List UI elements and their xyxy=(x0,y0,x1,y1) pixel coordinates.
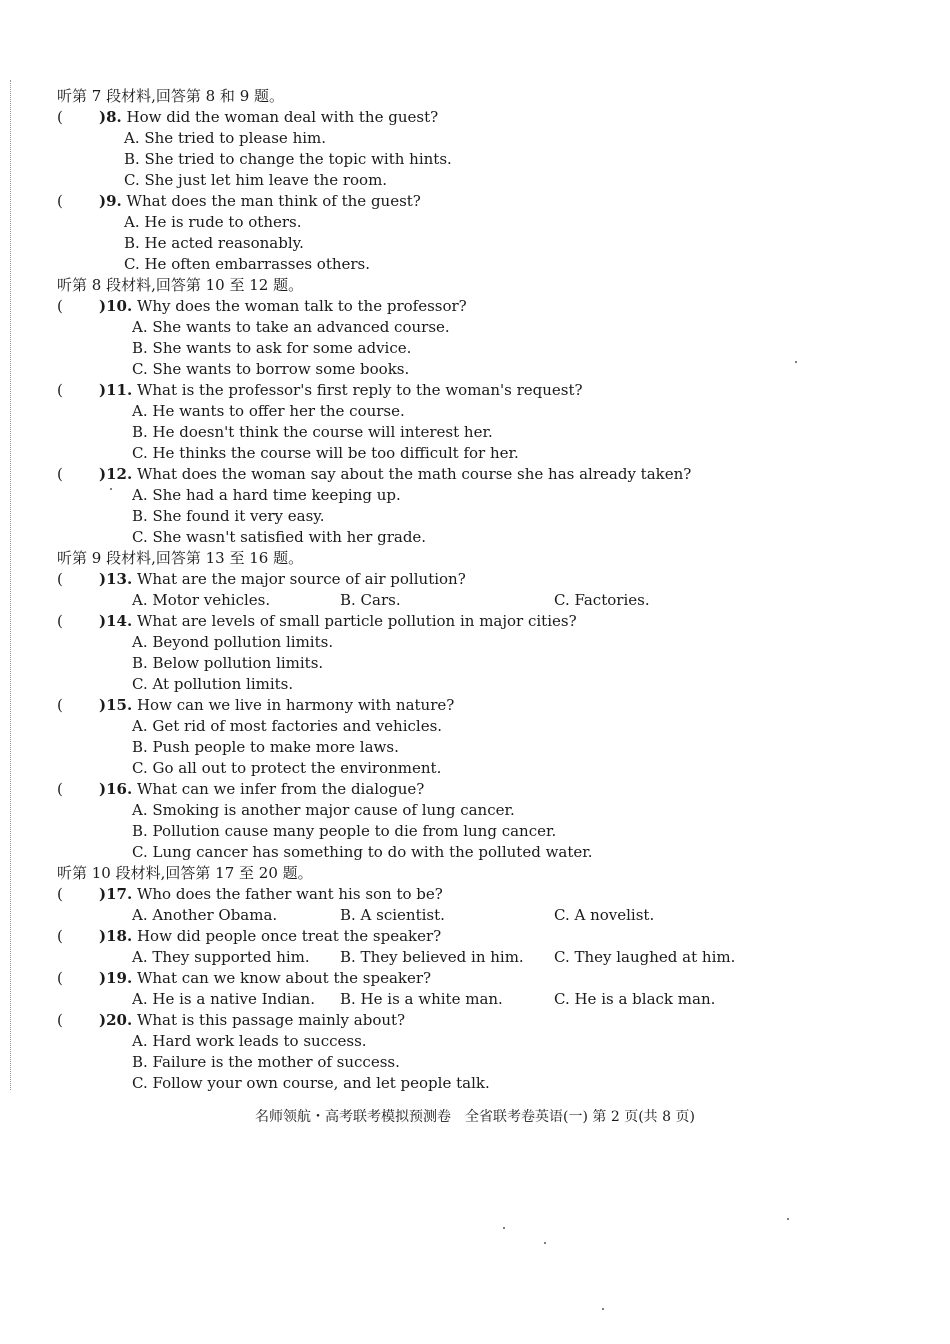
answer-option[interactable]: B. He is a white man. xyxy=(340,990,503,1008)
answer-option[interactable]: A. Another Obama. xyxy=(132,906,278,924)
answer-option[interactable]: B. She found it very easy. xyxy=(132,507,325,525)
question-number: )10. xyxy=(99,297,133,315)
question-line xyxy=(57,926,917,947)
question-text: What are the major source of air pollution? xyxy=(132,570,466,588)
question-line xyxy=(57,611,917,632)
question-stem xyxy=(99,926,441,947)
question-line xyxy=(57,191,917,212)
answer-option[interactable]: B. Push people to make more laws. xyxy=(132,738,399,756)
page-footer: 名师领航・高考联考模拟预测卷 全省联考卷英语(一) 第 2 页(共 8 页) xyxy=(255,1109,695,1125)
answer-option[interactable]: C. He often embarrasses others. xyxy=(124,255,371,273)
options-row xyxy=(57,989,917,1010)
answer-blank[interactable]: ( xyxy=(57,696,63,714)
answer-blank[interactable]: ( xyxy=(57,780,63,798)
question-text: Why does the woman talk to the professor? xyxy=(132,297,467,315)
answer-option[interactable]: C. They laughed at him. xyxy=(554,948,736,966)
question-item xyxy=(57,296,917,380)
question-text: What can we know about the speaker? xyxy=(132,969,432,987)
answer-option[interactable]: C. She just let him leave the room. xyxy=(124,171,388,189)
question-text: How can we live in harmony with nature? xyxy=(132,696,455,714)
question-line xyxy=(57,884,917,905)
answer-option[interactable]: B. He doesn't think the course will interest her. xyxy=(132,423,493,441)
answer-option[interactable]: A. She tried to please him. xyxy=(124,129,327,147)
answer-option[interactable]: A. He is a native Indian. xyxy=(132,990,315,1008)
question-stem xyxy=(99,884,443,905)
question-text: What is this passage mainly about? xyxy=(132,1011,406,1029)
answer-option[interactable]: B. She wants to ask for some advice. xyxy=(132,339,412,357)
question-number: )12. xyxy=(99,465,133,483)
question-number: )18. xyxy=(99,927,133,945)
scan-speck xyxy=(544,1242,546,1244)
question-text: What are levels of small particle pollution in major cities? xyxy=(132,612,577,630)
answer-option[interactable]: A. She had a hard time keeping up. xyxy=(132,486,401,504)
scan-speck xyxy=(503,1227,505,1229)
answer-option[interactable]: A. Beyond pollution limits. xyxy=(132,633,334,651)
answer-option[interactable]: B. They believed in him. xyxy=(340,948,524,966)
answer-blank[interactable]: ( xyxy=(57,465,63,483)
question-stem xyxy=(99,380,583,401)
section-heading: 听第 8 段材料,回答第 10 至 12 题。 xyxy=(57,276,304,294)
question-stem xyxy=(99,464,691,485)
section-heading: 听第 7 段材料,回答第 8 和 9 题。 xyxy=(57,87,285,105)
question-stem xyxy=(99,779,424,800)
question-stem xyxy=(99,107,438,128)
question-line xyxy=(57,1010,917,1031)
question-number: )13. xyxy=(99,570,133,588)
question-number: )17. xyxy=(99,885,133,903)
answer-option[interactable]: C. Follow your own course, and let people talk. xyxy=(132,1074,490,1092)
question-line xyxy=(57,296,917,317)
answer-option[interactable]: C. Lung cancer has something to do with the polluted water. xyxy=(132,843,593,861)
answer-option[interactable]: B. Cars. xyxy=(340,591,401,609)
question-number: )8. xyxy=(99,108,122,126)
question-stem xyxy=(99,968,431,989)
question-text: What is the professor's first reply to the woman's request? xyxy=(132,381,583,399)
section-heading: 听第 10 段材料,回答第 17 至 20 题。 xyxy=(57,864,313,882)
answer-option[interactable]: B. Pollution cause many people to die from lung cancer. xyxy=(132,822,557,840)
question-stem xyxy=(99,296,467,317)
question-number: )20. xyxy=(99,1011,133,1029)
answer-option[interactable]: B. Below pollution limits. xyxy=(132,654,324,672)
question-line xyxy=(57,107,917,128)
answer-option[interactable]: A. He is rude to others. xyxy=(124,213,302,231)
answer-option[interactable]: C. She wasn't satisfied with her grade. xyxy=(132,528,427,546)
answer-blank[interactable]: ( xyxy=(57,381,63,399)
question-number: )16. xyxy=(99,780,133,798)
options-row xyxy=(57,590,917,611)
scan-speck xyxy=(602,1308,604,1310)
answer-option[interactable]: A. Smoking is another major cause of lung cancer. xyxy=(132,801,515,819)
answer-blank[interactable]: ( xyxy=(57,570,63,588)
answer-option[interactable]: C. A novelist. xyxy=(554,906,655,924)
answer-option[interactable]: C. He thinks the course will be too difficult for her. xyxy=(132,444,519,462)
question-number: )11. xyxy=(99,381,133,399)
answer-blank[interactable]: ( xyxy=(57,927,63,945)
answer-blank[interactable]: ( xyxy=(57,192,63,210)
question-number: )14. xyxy=(99,612,133,630)
question-text: Who does the father want his son to be? xyxy=(132,885,443,903)
question-line xyxy=(57,779,917,800)
answer-blank[interactable]: ( xyxy=(57,612,63,630)
answer-option[interactable]: C. She wants to borrow some books. xyxy=(132,360,410,378)
question-item xyxy=(57,968,917,1010)
question-item xyxy=(57,779,917,863)
question-line xyxy=(57,695,917,716)
question-stem xyxy=(99,611,577,632)
question-text: How did the woman deal with the guest? xyxy=(121,108,439,126)
question-line xyxy=(57,380,917,401)
question-text: How did people once treat the speaker? xyxy=(132,927,442,945)
scan-speck xyxy=(787,1218,789,1220)
question-line xyxy=(57,464,917,485)
question-item xyxy=(57,1010,917,1094)
answer-blank[interactable]: ( xyxy=(57,885,63,903)
question-stem xyxy=(99,695,454,716)
answer-option[interactable]: B. A scientist. xyxy=(340,906,445,924)
answer-option[interactable]: A. They supported him. xyxy=(132,948,310,966)
question-item xyxy=(57,695,917,779)
question-text: What does the man think of the guest? xyxy=(121,192,421,210)
question-number: )19. xyxy=(99,969,133,987)
answer-option[interactable]: A. He wants to offer her the course. xyxy=(132,402,405,420)
question-text: What does the woman say about the math course she has already taken? xyxy=(132,465,692,483)
answer-blank[interactable]: ( xyxy=(57,297,63,315)
question-number: )15. xyxy=(99,696,133,714)
answer-option[interactable]: C. He is a black man. xyxy=(554,990,716,1008)
answer-option[interactable]: B. She tried to change the topic with hints. xyxy=(124,150,452,168)
answer-option[interactable]: A. She wants to take an advanced course. xyxy=(132,318,450,336)
question-stem xyxy=(99,191,421,212)
question-line xyxy=(57,968,917,989)
question-item xyxy=(57,926,917,968)
answer-option[interactable]: C. At pollution limits. xyxy=(132,675,294,693)
question-line xyxy=(57,569,917,590)
question-stem xyxy=(99,1010,405,1031)
question-number: )9. xyxy=(99,192,122,210)
question-item xyxy=(57,569,917,611)
question-item xyxy=(57,464,917,548)
answer-option[interactable]: A. Get rid of most factories and vehicles. xyxy=(132,717,443,735)
question-item xyxy=(57,380,917,464)
answer-blank[interactable]: ( xyxy=(57,1011,63,1029)
question-item xyxy=(57,107,917,191)
answer-blank[interactable]: ( xyxy=(57,108,63,126)
answer-option[interactable]: C. Go all out to protect the environment. xyxy=(132,759,442,777)
options-row xyxy=(57,947,917,968)
scan-speck xyxy=(110,488,112,490)
answer-option[interactable]: C. Factories. xyxy=(554,591,650,609)
answer-option[interactable]: A. Hard work leads to success. xyxy=(132,1032,367,1050)
options-row xyxy=(57,905,917,926)
answer-option[interactable]: B. Failure is the mother of success. xyxy=(132,1053,400,1071)
scan-speck xyxy=(795,361,797,363)
answer-option[interactable]: A. Motor vehicles. xyxy=(132,591,271,609)
listening-section xyxy=(57,86,917,1094)
question-item xyxy=(57,611,917,695)
answer-blank[interactable]: ( xyxy=(57,969,63,987)
question-item xyxy=(57,191,917,275)
binding-margin-line xyxy=(10,80,11,1090)
question-text: What can we infer from the dialogue? xyxy=(132,780,425,798)
answer-option[interactable]: B. He acted reasonably. xyxy=(124,234,304,252)
question-item xyxy=(57,884,917,926)
section-heading: 听第 9 段材料,回答第 13 至 16 题。 xyxy=(57,549,304,567)
question-stem xyxy=(99,569,466,590)
